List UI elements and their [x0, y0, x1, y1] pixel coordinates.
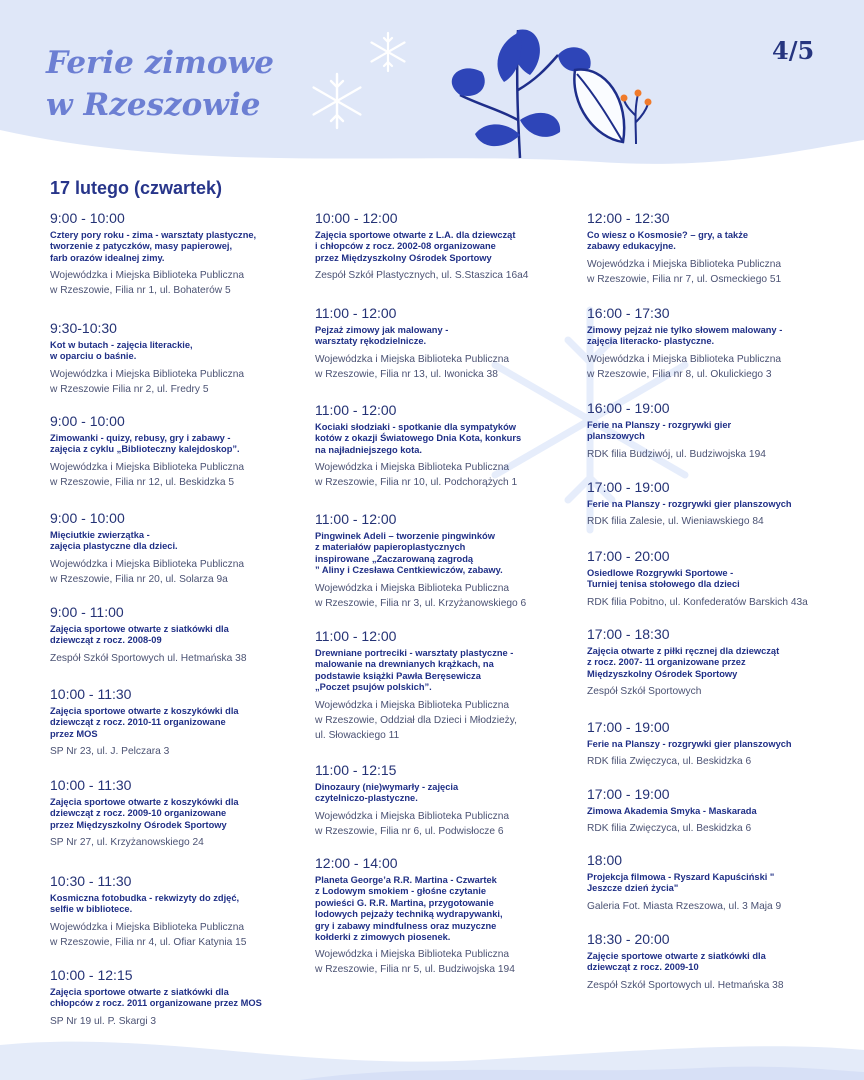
event-location: RDK filia Pobitno, ul. Konfederatów Barskich 43a: [587, 596, 808, 608]
event-time: 12:00 - 12:30: [587, 210, 670, 226]
event-item: [315, 511, 580, 611]
event-item: [587, 931, 852, 993]
event-time: 9:00 - 10:00: [50, 413, 125, 429]
event-item: [315, 305, 580, 382]
event-time: 17:00 - 19:00: [587, 786, 670, 802]
event-time: 11:00 - 12:00: [315, 305, 397, 321]
event-description: Zimowy pejzaż nie tylko słowem malowany - zajęcia literacko- plastyczne.: [587, 325, 783, 347]
event-time: 17:00 - 19:00: [587, 479, 670, 495]
event-location: Wojewódzka i Miejska Biblioteka Publiczna w Rzeszowie Filia nr 2, ul. Fredry 5: [50, 368, 245, 395]
event-description: Zimowa Akademia Smyka - Maskarada: [587, 806, 757, 816]
event-location: Wojewódzka i Miejska Biblioteka Publiczna w Rzeszowie, Filia nr 10, ul. Podchorążych 1: [315, 462, 518, 489]
event-location: Zespół Szkół Sportowych: [587, 686, 702, 698]
event-item: [315, 628, 580, 743]
event-item: [50, 777, 315, 850]
event-item: [315, 210, 580, 283]
event-description: Osiedlowe Rozgrywki Sportowe - Turniej tenisa stołowego dla dzieci: [587, 568, 740, 590]
event-time: 10:00 - 11:30: [50, 777, 132, 793]
event-description: Co wiesz o Kosmosie? – gry, a także zabawy edukacyjne.: [587, 230, 749, 252]
event-location: Wojewódzka i Miejska Biblioteka Publiczna w Rzeszowie, Filia nr 20, ul. Solarza 9a: [50, 558, 245, 585]
event-location: RDK filia Budziwój, ul. Budziwojska 194: [587, 448, 766, 460]
event-description: Kot w butach - zajęcia literackie, w oparciu o baśnie.: [50, 340, 193, 362]
event-description: Ferie na Planszy - rozgrywki gier planszowych: [587, 499, 792, 509]
event-item: [315, 762, 580, 839]
event-item: [587, 786, 852, 836]
event-time: 18:00: [587, 852, 623, 868]
event-time: 10:00 - 12:00: [315, 210, 398, 226]
event-item: [587, 548, 852, 610]
event-time: 17:00 - 18:30: [587, 626, 670, 642]
event-description: Mięciutkie zwierzątka - zajęcia plastyczne dla dzieci.: [50, 530, 178, 552]
event-location: Galeria Fot. Miasta Rzeszowa, ul. 3 Maja 9: [587, 900, 782, 912]
event-item: [587, 852, 852, 914]
event-location: Wojewódzka i Miejska Biblioteka Publiczna w Rzeszowie, Filia nr 13, ul. Iwonicka 38: [315, 353, 510, 380]
event-item: [50, 210, 315, 298]
event-item: [315, 402, 580, 490]
event-location: RDK filia Zalesie, ul. Wieniawskiego 84: [587, 516, 764, 528]
event-item: [315, 855, 580, 977]
event-location: Wojewódzka i Miejska Biblioteka Publiczna w Rzeszowie, Filia nr 5, ul. Budziwojska 194: [315, 949, 515, 976]
event-item: [587, 210, 852, 287]
event-description: Zajęcie sportowe otwarte z siatkówki dla dziewcząt z rocz. 2009-10: [587, 951, 766, 973]
event-description: Zajęcia sportowe otwarte z L.A. dla dziewcząt i chłopców z rocz. 2002-08 organizowane przez Międzyszkolny Ośrodek Sportowy: [315, 230, 516, 263]
event-item: [587, 479, 852, 529]
event-description: Zajęcia otwarte z piłki ręcznej dla dziewcząt z rocz. 2007- 11 organizowane przez Międzyszkolny Ośrodek Sportowy: [587, 646, 780, 679]
event-item: [50, 320, 315, 397]
event-item: [50, 510, 315, 587]
event-time: 9:00 - 10:00: [50, 210, 125, 226]
event-time: 10:00 - 12:15: [50, 967, 133, 983]
event-item: [587, 305, 852, 382]
event-description: Zajęcia sportowe otwarte z koszykówki dla dziewcząt z rocz. 2009-10 organizowane przez Międzyszkolny Ośrodek Sportowy: [50, 797, 239, 830]
event-location: Zespół Szkół Plastycznych, ul. S.Staszica 16a4: [315, 270, 529, 282]
event-description: Kosmiczna fotobudka - rekwizyty do zdjęć, selfie w bibliotece.: [50, 893, 240, 915]
event-time: 16:00 - 17:30: [587, 305, 670, 321]
snowflake-icon: [366, 30, 410, 74]
date-heading: 17 lutego (czwartek): [50, 178, 223, 198]
event-time: 11:00 - 12:15: [315, 762, 397, 778]
event-description: Ferie na Planszy - rozgrywki gier planszowych: [587, 420, 732, 442]
event-description: Cztery pory roku - zima - warsztaty plastyczne, tworzenie z patyczków, masy papierowej, farb orazów idealnej zimy.: [50, 230, 257, 263]
event-description: Pingwinek Adeli – tworzenie pingwinków z materiałów papieroplastycznych inspirowane „Zaczarowaną zagrodą ” Aliny i Czesława Centkiewiczów, zabawy.: [315, 531, 503, 576]
page-title: [46, 42, 274, 126]
event-time: 16:00 - 19:00: [587, 400, 670, 416]
event-time: 11:00 - 12:00: [315, 511, 397, 527]
event-location: SP Nr 23, ul. J. Pelczara 3: [50, 746, 170, 758]
title-line-1: Ferie zimowe: [46, 45, 274, 81]
event-time: 11:00 - 12:00: [315, 628, 397, 644]
event-description: Zajęcia sportowe otwarte z siatkówki dla chłopców z rocz. 2011 organizowane przez MOS: [50, 987, 262, 1009]
event-description: Kociaki słodziaki - spotkanie dla sympatyków kotów z okazji Światowego Dnia Kota, konkurs na najładniejszego kota.: [315, 422, 522, 455]
event-time: 17:00 - 20:00: [587, 548, 670, 564]
event-time: 9:00 - 10:00: [50, 510, 125, 526]
event-item: [587, 719, 852, 769]
event-description: Zajęcia sportowe otwarte z koszykówki dla dziewcząt z rocz. 2010-11 organizowane przez MOS: [50, 706, 239, 739]
event-location: Zespół Szkół Sportowych ul. Hetmańska 38: [50, 652, 247, 664]
event-time: 17:00 - 19:00: [587, 719, 670, 735]
event-description: Ferie na Planszy - rozgrywki gier planszowych: [587, 739, 792, 749]
event-description: Drewniane portreciki - warsztaty plastyczne - malowanie na drewnianych krążkach, na podstawie książki Pawła Beręsewicza „Poczet psujów polskich”.: [315, 648, 514, 693]
event-location: Wojewódzka i Miejska Biblioteka Publiczna w Rzeszowie, Filia nr 7, ul. Osmeckiego 51: [587, 258, 782, 285]
snowflake-icon: [306, 70, 368, 132]
page-number: 4/5: [772, 36, 815, 65]
event-item: [50, 413, 315, 490]
event-item: [50, 967, 315, 1029]
event-location: RDK filia Zwięczyca, ul. Beskidzka 6: [587, 756, 752, 768]
event-location: Zespół Szkół Sportowych ul. Hetmańska 38: [587, 979, 784, 991]
event-item: [587, 626, 852, 699]
event-item: [50, 604, 315, 666]
berry-icon: [618, 86, 654, 146]
event-time: 10:30 - 11:30: [50, 873, 132, 889]
event-description: Projekcja filmowa - Ryszard Kapuściński " Jeszcze dzień życia": [587, 872, 775, 894]
event-time: 11:00 - 12:00: [315, 402, 397, 418]
event-location: SP Nr 27, ul. Krzyżanowskiego 24: [50, 837, 204, 849]
title-line-2: w Rzeszowie: [46, 87, 261, 123]
event-item: [50, 686, 315, 759]
event-location: Wojewódzka i Miejska Biblioteka Publiczna w Rzeszowie, Filia nr 1, ul. Bohaterów 5: [50, 270, 245, 297]
event-time: 9:30-10:30: [50, 320, 117, 336]
event-description: Pejzaż zimowy jak malowany - warsztaty rękodzielnicze.: [315, 325, 449, 347]
event-description: Zajęcia sportowe otwarte z siatkówki dla dziewcząt z rocz. 2008-09: [50, 624, 229, 646]
event-location: Wojewódzka i Miejska Biblioteka Publiczna w Rzeszowie, Filia nr 4, ul. Ofiar Katynia 15: [50, 921, 247, 948]
event-location: Wojewódzka i Miejska Biblioteka Publiczna w Rzeszowie, Filia nr 3, ul. Krzyżanowskiego 6: [315, 582, 527, 609]
event-item: [50, 873, 315, 950]
event-location: RDK filia Zwięczyca, ul. Beskidzka 6: [587, 823, 752, 835]
event-description: Dinozaury (nie)wymarły - zajęcia czytelniczo-plastyczne.: [315, 782, 459, 804]
event-description: Planeta George’a R.R. Martina - Czwartek z Lodowym smokiem - głośne czytanie powieści G. R.R. Martina, przygotowanie lodowych pejzaży techniką wydrapywanki, gry i zabawy mindfulness oraz muzyczne kołderki z zimowych piosenek.: [315, 875, 503, 943]
event-item: [587, 400, 852, 462]
event-location: Wojewódzka i Miejska Biblioteka Publiczna w Rzeszowie, Filia nr 8, ul. Okulickiego 3: [587, 353, 782, 380]
event-time: 10:00 - 11:30: [50, 686, 132, 702]
event-description: Zimowanki - quizy, rebusy, gry i zabawy - zajęcia z cyklu „Biblioteczny kalejdoskop”.: [50, 433, 240, 455]
event-time: 9:00 - 11:00: [50, 604, 124, 620]
event-time: 12:00 - 14:00: [315, 855, 398, 871]
event-location: Wojewódzka i Miejska Biblioteka Publiczna w Rzeszowie, Filia nr 12, ul. Beskidzka 5: [50, 461, 245, 488]
event-location: Wojewódzka i Miejska Biblioteka Publiczna w Rzeszowie, Oddział dla Dzieci i Młodzieży, ul. Słowackiego 11: [315, 699, 517, 741]
event-location: Wojewódzka i Miejska Biblioteka Publiczna w Rzeszowie, Filia nr 6, ul. Podwisłocze 6: [315, 810, 510, 837]
event-location: SP Nr 19 ul. P. Skargi 3: [50, 1015, 157, 1027]
event-time: 18:30 - 20:00: [587, 931, 670, 947]
